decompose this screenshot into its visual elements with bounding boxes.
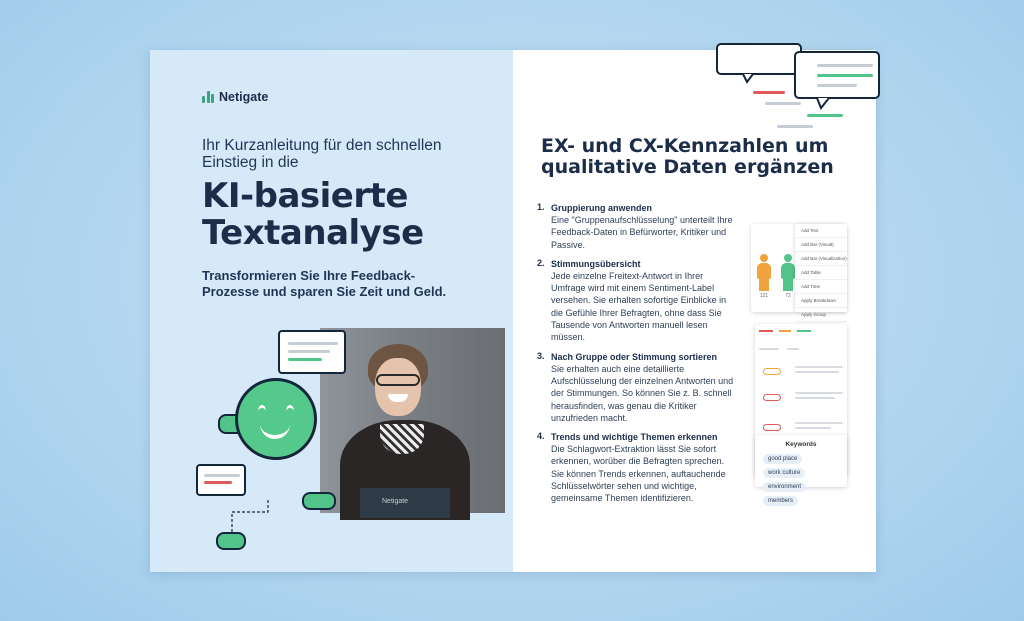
item-number: 1. [537,202,545,212]
keyword-chip[interactable]: environment [763,482,806,492]
promoter-count: 121 [759,293,769,299]
green-pill-shape [302,492,336,510]
logo-bars-icon [202,91,214,103]
brochure-spread [150,50,876,572]
item-text: Sie erhalten auch eine detaillierte Aufschlüsselung der einzelnen Antworten und der Stimmungen. So können Sie z. B. schnell herausfinden, was genau die Kritiker unzufrieden macht. [551,363,734,423]
logo-text: Netigate [219,90,269,104]
item-title: Nach Gruppe oder Stimmung sortieren [551,351,718,362]
keywords-card [755,435,847,504]
table-tabs [759,328,843,336]
list-item [537,431,737,504]
item-title: Trends und wichtige Themen erkennen [551,432,718,443]
list-item [537,202,737,251]
menu-item[interactable]: Add Bar (Visual) [795,238,847,252]
section-heading: EX- und CX-Kennzahlen um qualitative Daten ergänzen [541,135,834,178]
chat-bubble-icon [196,464,246,496]
sentiment-tag [763,394,781,401]
subtitle: Transformieren Sie Ihre Feedback-Prozesse und sparen Sie Zeit und Geld. [202,268,447,299]
right-page [513,50,876,572]
item-title: Gruppierung anwenden [551,203,653,213]
promoter-person-icon [753,254,775,299]
item-text: Die Schlagwort-Extraktion lässt Sie sofort erkennen, worüber die Befragten sprechen. Sie können Trends erkennen, auftauchende Schlüsselwörter sehen und wichtige, gemeinsame Themen identifizieren. [551,444,726,504]
keyword-chip[interactable]: good place [763,454,802,464]
netigate-logo [202,90,268,104]
item-number: 2. [537,257,545,268]
menu-item[interactable]: Add Time [795,280,847,294]
item-number: 3. [537,350,545,361]
steps-list [537,202,737,512]
keyword-chip[interactable]: members [763,496,798,506]
connector-line [228,498,278,534]
item-text: Eine "Gruppenaufschlüsselung" unterteilt Ihre Feedback-Daten in Befürworter, Kritiker und Passive. [551,215,733,250]
passive-count: 72 [785,293,791,299]
monitor-label: Netigate [382,498,409,505]
left-page [150,50,513,572]
menu-item[interactable]: Apply Breakdown [795,294,847,308]
sentiment-tag [763,424,781,431]
menu-item[interactable]: Add Table [795,266,847,280]
page-title [202,178,424,252]
smiley-face-icon [235,378,317,460]
item-title: Stimmungsübersicht [551,258,641,269]
list-item [537,258,737,344]
keyword-chip[interactable]: work culture [763,468,805,478]
keywords-title: Keywords [785,441,817,448]
item-number: 4. [537,431,545,442]
intro-text: Ihr Kurzanleitung für den schnellen Einstieg in die [202,137,442,171]
menu-item[interactable]: Add Bar (Visualization) [795,252,847,266]
chat-bubble-icon [278,330,346,374]
chat-bubbles-decoration-icon [713,50,876,132]
menu-item[interactable]: Add Text [795,224,847,238]
keywords-list [755,448,847,512]
illustration [190,320,513,572]
title-line-1: KI-basierte [202,176,408,216]
list-item [537,351,737,424]
green-pill-shape [216,532,246,550]
menu-item[interactable]: Apply Group [795,308,847,322]
woman-photo [320,328,505,513]
item-text: Jede einzelne Freitext-Antwort in Ihrer Umfrage wird mit einem Sentiment-Label versehen. Sie erhalten sofortige Einblicke in die Gefühle Ihrer Befragten, ohne dass Sie Tausende von Antworten manuell lesen müssen. [551,270,727,343]
group-breakdown-screenshot [751,224,847,317]
title-line-2: Textanalyse [202,213,424,253]
context-menu [795,224,847,317]
sentiment-tag [763,368,781,375]
